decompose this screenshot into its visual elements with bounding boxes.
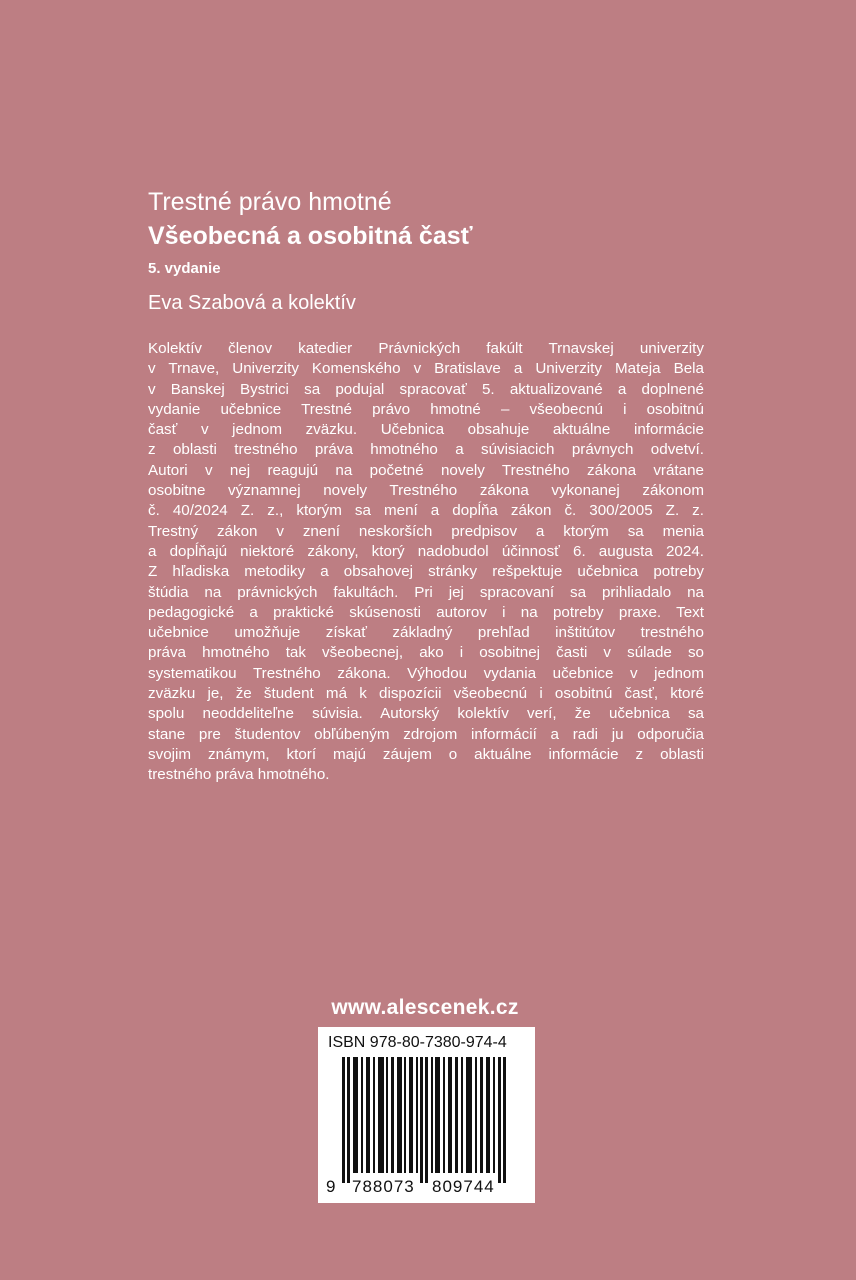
blurb-line: a dopĺňajú niektoré zákony, ktorý nadobudol účinnosť 6. augusta 2024. bbox=[148, 542, 704, 560]
blurb-line: v Banskej Bystrici sa podujal spracovať 5. aktualizované a doplnené bbox=[148, 380, 704, 398]
blurb-line: stane pre študentov obľúbeným zdrojom informácií a radi ju odporučia bbox=[148, 725, 704, 743]
barcode-first-digit: 9 bbox=[326, 1177, 337, 1196]
barcode-left-digits: 788073 bbox=[352, 1177, 415, 1196]
blurb-line: Trestný zákon v znení neskorších predpisov a ktorým sa menia bbox=[148, 522, 704, 540]
blurb-line: práva hmotného tak všeobecnej, ako i osobitnej časti v súlade so bbox=[148, 644, 704, 662]
book-title: Trestné právo hmotné bbox=[148, 188, 392, 216]
author-name: Eva Szabová a kolektív bbox=[148, 292, 356, 314]
edition-label: 5. vydanie bbox=[148, 260, 221, 277]
blurb-line: v Trnave, Univerzity Komenského v Bratislave a Univerzity Mateja Bela bbox=[148, 360, 704, 378]
barcode-bars bbox=[318, 1027, 535, 1203]
blurb-line: svojim známym, ktorí majú záujem o aktuálne informácie z oblasti bbox=[148, 745, 704, 763]
blurb-line: vydanie učebnice Trestné právo hmotné – všeobecnú i osobitnú bbox=[148, 400, 704, 418]
blurb-line: zväzku je, že študent má k dispozícii všeobecnú i osobitnú časť, ktoré bbox=[148, 685, 704, 703]
blurb-line: systematikou Trestného zákona. Výhodou vydania učebnice v jednom bbox=[148, 664, 704, 682]
isbn-label: ISBN 978-80-7380-974-4 bbox=[328, 1034, 507, 1051]
book-subtitle: Všeobecná a osobitná časť bbox=[148, 222, 473, 250]
blurb-line: z oblasti trestného práva hmotného a súvisiacich právnych odvetví. bbox=[148, 441, 704, 459]
blurb-line: štúdia na právnických fakultách. Pri jej spracovaní sa prihliadalo na bbox=[148, 583, 704, 601]
blurb-line: spolu neoddeliteľne súvisia. Autorský kolektív verí, že učebnica sa bbox=[148, 705, 704, 723]
blurb-line: č. 40/2024 Z. z., ktorým sa mení a dopĺňa zákon č. 300/2005 Z. z. bbox=[148, 502, 704, 520]
blurb-line: Kolektív členov katedier Právnických fakúlt Trnavskej univerzity bbox=[148, 340, 704, 357]
publisher-website: www.alescenek.cz bbox=[331, 996, 519, 1019]
blurb-line: učebnice umožňuje získať základný prehľad inštitútov trestného bbox=[148, 624, 704, 642]
blurb-line: osobitne významnej novely Trestného zákona vykonanej zákonom bbox=[148, 482, 704, 500]
blurb-line: časť v jednom zväzku. Učebnica obsahuje aktuálne informácie bbox=[148, 421, 704, 439]
blurb-text bbox=[148, 339, 704, 786]
blurb-line: Z hľadiska metodiky a obsahovej stránky rešpektuje učebnica potreby bbox=[148, 563, 704, 581]
blurb-line: pedagogické a praktické skúsenosti autorov i na potreby praxe. Text bbox=[148, 603, 704, 621]
blurb-line: trestného práva hmotného. bbox=[148, 766, 330, 784]
blurb-line: Autori v nej reagujú na početné novely Trestného zákona vrátane bbox=[148, 461, 704, 479]
barcode-right-digits: 809744 bbox=[432, 1177, 495, 1196]
isbn-barcode bbox=[318, 1027, 535, 1203]
